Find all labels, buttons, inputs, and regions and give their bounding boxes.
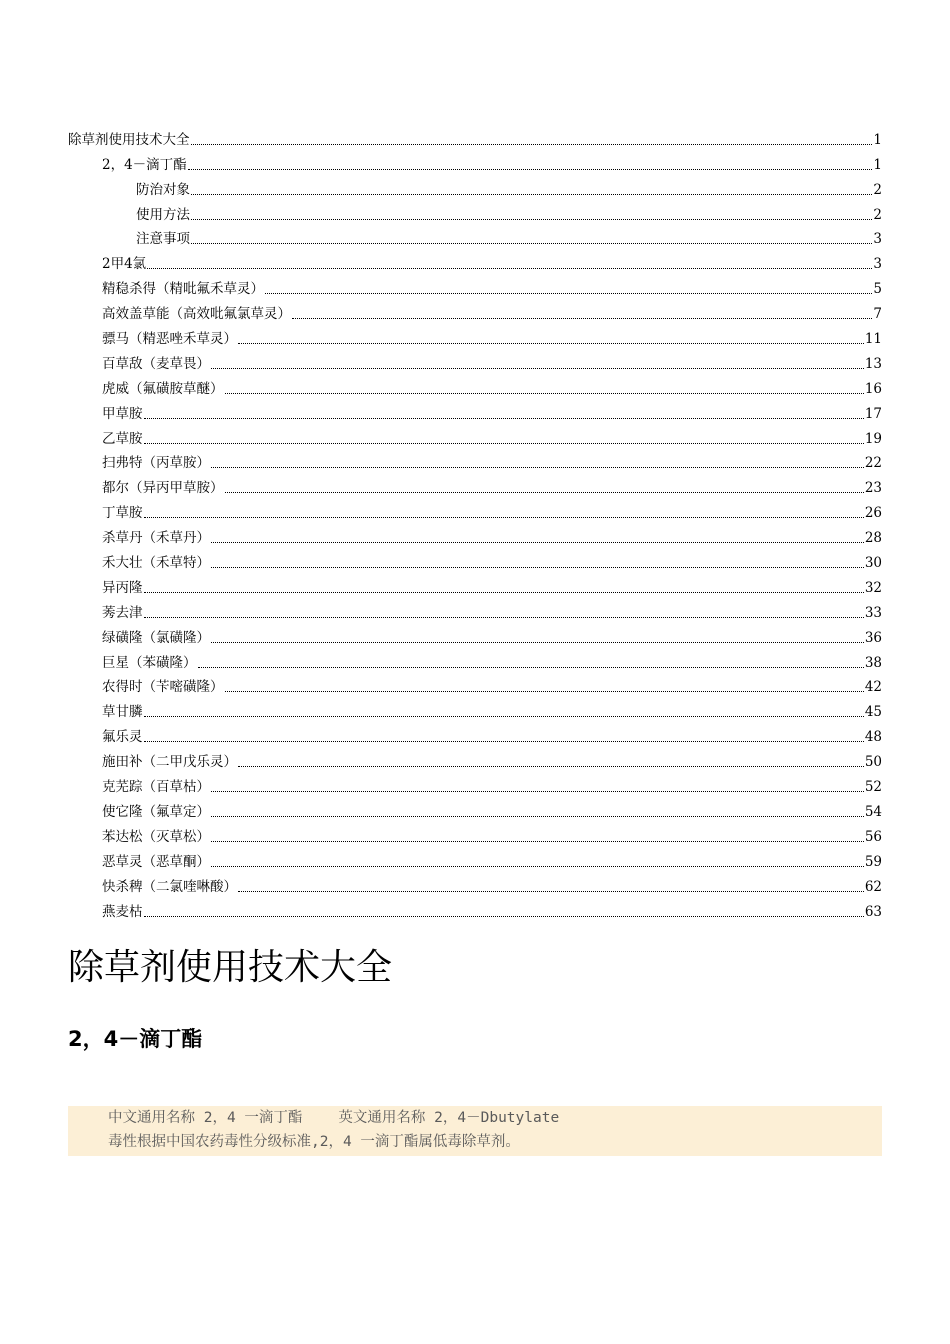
toc-entry-label: 克芜踪（百草枯） — [102, 779, 210, 796]
toc-entry-page: 33 — [864, 604, 882, 621]
info-names-line — [108, 1108, 559, 1128]
toc-entry[interactable] — [68, 124, 882, 149]
toc-entry[interactable] — [68, 871, 882, 896]
toc-leader-dots — [144, 715, 864, 717]
toc-leader-dots — [238, 890, 864, 892]
toc-entry-page: 16 — [864, 380, 882, 397]
toc-entry-page: 45 — [864, 704, 882, 721]
toc-leader-dots — [191, 218, 872, 220]
toc-leader-dots — [144, 616, 864, 618]
toc-entry[interactable] — [68, 597, 882, 622]
toc-entry-page: 3 — [873, 231, 882, 248]
toc-entry-page: 23 — [864, 480, 882, 497]
toc-entry-page: 48 — [864, 729, 882, 746]
toc-entry-label: 氟乐灵 — [102, 729, 143, 746]
toc-entry[interactable] — [68, 298, 882, 323]
toc-entry[interactable] — [68, 472, 882, 497]
toc-leader-dots — [144, 417, 864, 419]
toc-entry-label: 高效盖草能（高效吡氟氯草灵） — [102, 306, 291, 323]
toc-leader-dots — [144, 442, 864, 444]
toc-entry-label: 2，4－滴丁酯 — [102, 156, 187, 173]
section-heading: 2，4－滴丁酯 — [68, 1027, 203, 1051]
toc-leader-dots — [144, 740, 864, 742]
toc-entry-label: 骠马（精恶唑禾草灵） — [102, 331, 237, 348]
toc-entry-page: 42 — [864, 679, 882, 696]
toc-entry-label: 扫弗特（丙草胺） — [102, 455, 210, 472]
toc-leader-dots — [225, 690, 864, 692]
document-title: 除草剂使用技术大全 — [68, 947, 393, 988]
toc-leader-dots — [211, 815, 864, 817]
toc-entry-label: 苯达松（灭草松） — [102, 828, 210, 845]
toc-entry-label: 杀草丹（禾草丹） — [102, 530, 210, 547]
chinese-name: 中文通用名称 2，4 一滴丁酯 — [108, 1110, 303, 1126]
toc-entry-label: 注意事项 — [136, 231, 190, 248]
toc-leader-dots — [191, 143, 873, 145]
toc-entry[interactable] — [68, 248, 882, 273]
toc-entry-label: 草甘膦 — [102, 704, 143, 721]
toc-leader-dots — [211, 566, 864, 568]
toc-entry[interactable] — [68, 821, 882, 846]
toc-entry-label: 精稳杀得（精吡氟禾草灵） — [102, 281, 264, 298]
toc-entry-label: 农得时（苄嘧磺隆） — [102, 679, 224, 696]
toc-entry[interactable] — [68, 746, 882, 771]
toc-entry[interactable] — [68, 348, 882, 373]
toc-leader-dots — [292, 317, 872, 319]
info-box — [68, 1106, 882, 1156]
toc-leader-dots — [211, 466, 864, 468]
toc-entry-page: 1 — [873, 156, 882, 173]
toc-entry[interactable] — [68, 149, 882, 174]
toc-leader-dots — [191, 242, 872, 244]
toc-entry[interactable] — [68, 373, 882, 398]
toc-entry-page: 17 — [864, 405, 882, 422]
english-name: 英文通用名称 2，4－Dbutylate — [338, 1110, 560, 1126]
toc-entry[interactable] — [68, 448, 882, 473]
toc-entry[interactable] — [68, 423, 882, 448]
toc-entry-page: 32 — [864, 579, 882, 596]
toc-entry-label: 恶草灵（恶草酮） — [102, 853, 210, 870]
toc-entry[interactable] — [68, 696, 882, 721]
toc-leader-dots — [238, 765, 864, 767]
toc-entry[interactable] — [68, 398, 882, 423]
toc-leader-dots — [225, 392, 864, 394]
toc-entry-label: 百草敌（麦草畏） — [102, 355, 210, 372]
toc-entry[interactable] — [68, 771, 882, 796]
toc-entry-label: 乙草胺 — [102, 430, 143, 447]
toc-entry-page: 50 — [864, 754, 882, 771]
toc-entry-label: 甲草胺 — [102, 405, 143, 422]
toc-entry-label: 防治对象 — [136, 181, 190, 198]
toc-entry-label: 绿磺隆（氯磺隆） — [102, 629, 210, 646]
toc-entry-page: 2 — [873, 181, 882, 198]
toc-entry[interactable] — [68, 547, 882, 572]
toc-entry-page: 2 — [873, 206, 882, 223]
table-of-contents — [68, 124, 882, 921]
toc-leader-dots — [211, 865, 864, 867]
toc-leader-dots — [211, 367, 864, 369]
toc-leader-dots — [144, 915, 864, 917]
toc-leader-dots — [211, 641, 864, 643]
toc-entry-page: 56 — [864, 828, 882, 845]
toc-entry-label: 燕麦枯 — [102, 903, 143, 920]
toc-leader-dots — [144, 516, 864, 518]
toc-entry-page: 22 — [864, 455, 882, 472]
toc-entry-page: 26 — [864, 505, 882, 522]
toc-leader-dots — [238, 342, 864, 344]
toc-entry[interactable] — [68, 572, 882, 597]
toc-entry-label: 莠去津 — [102, 604, 143, 621]
toc-entry-page: 11 — [864, 331, 882, 348]
toc-entry-label: 禾大壮（禾草特） — [102, 555, 210, 572]
toc-entry-page: 28 — [864, 530, 882, 547]
toc-entry[interactable] — [68, 796, 882, 821]
toc-entry[interactable] — [68, 497, 882, 522]
toc-leader-dots — [191, 193, 872, 195]
toc-entry-page: 36 — [864, 629, 882, 646]
toc-entry[interactable] — [68, 647, 882, 672]
toc-leader-dots — [147, 267, 872, 269]
toc-entry[interactable] — [68, 323, 882, 348]
toc-entry-page: 19 — [864, 430, 882, 447]
toc-entry-page: 54 — [864, 803, 882, 820]
toc-entry[interactable] — [68, 622, 882, 647]
toc-leader-dots — [211, 541, 864, 543]
toc-entry-page: 3 — [873, 256, 882, 273]
toc-leader-dots — [225, 491, 864, 493]
toc-leader-dots — [211, 840, 864, 842]
toc-entry-page: 1 — [873, 131, 882, 148]
toc-leader-dots — [198, 666, 864, 668]
toc-entry-page: 13 — [864, 355, 882, 372]
toc-entry[interactable] — [68, 896, 882, 921]
toxicity-line: 毒性根据中国农药毒性分级标准,2，4 一滴丁酯属低毒除草剂。 — [108, 1134, 520, 1150]
toc-entry-page: 62 — [864, 878, 882, 895]
toc-entry-page: 5 — [873, 281, 882, 298]
toc-entry-label: 使它隆（氟草定） — [102, 803, 210, 820]
toc-entry-page: 52 — [864, 779, 882, 796]
toc-leader-dots — [211, 790, 864, 792]
toc-entry-label: 异丙隆 — [102, 579, 143, 596]
toc-entry-page: 38 — [864, 654, 882, 671]
toc-entry[interactable] — [68, 672, 882, 697]
toc-entry[interactable] — [68, 224, 882, 249]
toc-entry-label: 快杀稗（二氯喹啉酸） — [102, 878, 237, 895]
toc-entry[interactable] — [68, 522, 882, 547]
toc-leader-dots — [265, 292, 872, 294]
toc-entry[interactable] — [68, 721, 882, 746]
toc-leader-dots — [188, 168, 873, 170]
toc-leader-dots — [144, 591, 864, 593]
toc-entry-label: 都尔（异丙甲草胺） — [102, 480, 224, 497]
toc-entry[interactable] — [68, 199, 882, 224]
toc-entry-label: 施田补（二甲戊乐灵） — [102, 754, 237, 771]
toc-entry-label: 2甲4氯 — [102, 256, 147, 273]
toc-entry-label: 除草剂使用技术大全 — [68, 131, 190, 148]
toc-entry-label: 使用方法 — [136, 206, 190, 223]
toc-entry-label: 巨星（苯磺隆） — [102, 654, 197, 671]
toc-entry[interactable] — [68, 174, 882, 199]
toc-entry-label: 丁草胺 — [102, 505, 143, 522]
toc-entry[interactable] — [68, 846, 882, 871]
toc-entry-label: 虎威（氟磺胺草醚） — [102, 380, 224, 397]
toc-entry-page: 59 — [864, 853, 882, 870]
toc-entry[interactable] — [68, 273, 882, 298]
toc-entry-page: 30 — [864, 555, 882, 572]
toc-entry-page: 7 — [873, 306, 882, 323]
toc-entry-page: 63 — [864, 903, 882, 920]
